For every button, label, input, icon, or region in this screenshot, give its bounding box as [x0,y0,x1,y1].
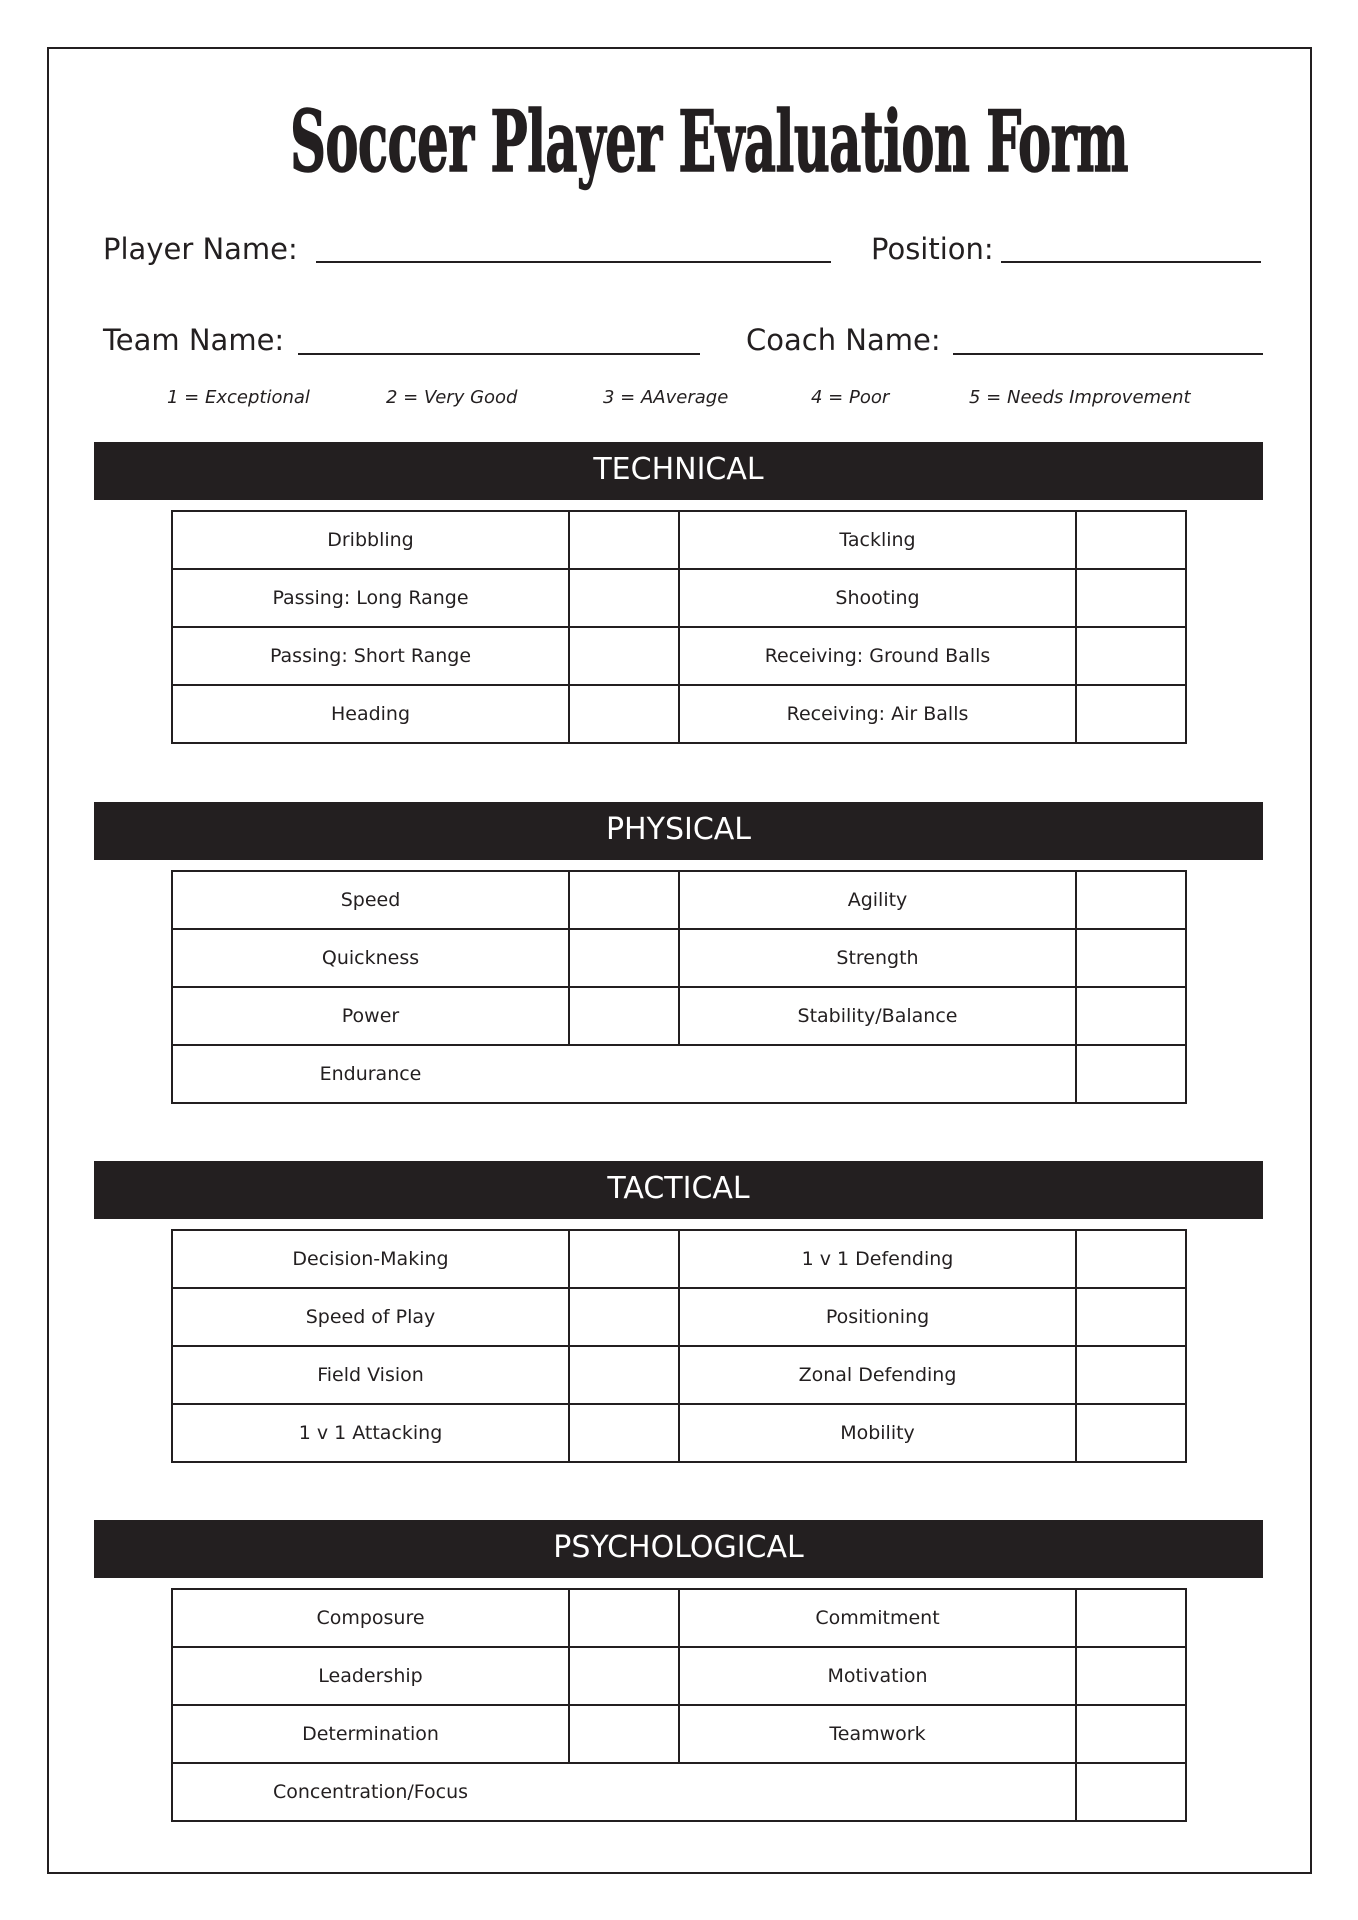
rating-box-agility[interactable] [1076,871,1186,929]
skill-label-agility: Agility [679,871,1076,929]
player-name-field[interactable] [316,227,831,263]
rating-box-determination[interactable] [569,1705,679,1763]
skill-label-1v1-attacking: 1 v 1 Attacking [172,1404,569,1462]
coach-name-label: Coach Name: [746,323,941,357]
skill-label-commitment: Commitment [679,1589,1076,1647]
skill-label-dribbling: Dribbling [172,511,569,569]
rating-box-positioning[interactable] [1076,1288,1186,1346]
skill-label-strength: Strength [679,929,1076,987]
rating-scale-item-2: 2 = Very Good [386,387,518,408]
skill-label-receiving-air-balls: Receiving: Air Balls [679,685,1076,743]
skill-label-passing-short-range: Passing: Short Range [172,627,569,685]
skill-label-mobility: Mobility [679,1404,1076,1462]
tactical-rating-table [171,1229,1187,1463]
title-area [0,92,1358,191]
rating-box-concentration-focus[interactable] [1076,1763,1186,1821]
rating-box-field-vision[interactable] [569,1346,679,1404]
skill-label-heading: Heading [172,685,569,743]
rating-scale-item-4: 4 = Poor [811,387,890,408]
section-header-physical: PHYSICAL [94,802,1263,860]
rating-box-decision-making[interactable] [569,1230,679,1288]
position-field[interactable] [1001,227,1261,263]
rating-box-commitment[interactable] [1076,1589,1186,1647]
rating-box-motivation[interactable] [1076,1647,1186,1705]
rating-box-mobility[interactable] [1076,1404,1186,1462]
section-tactical [94,1161,1263,1463]
rating-box-strength[interactable] [1076,929,1186,987]
rating-box-heading[interactable] [569,685,679,743]
rating-box-composure[interactable] [569,1589,679,1647]
skill-cell-concentration-focus [172,1763,1076,1821]
skill-label-concentration-focus: Concentration/Focus [272,1781,469,1803]
skill-label-shooting: Shooting [679,569,1076,627]
rating-box-stability-balance[interactable] [1076,987,1186,1045]
team-name-label: Team Name: [103,323,285,357]
skill-label-field-vision: Field Vision [172,1346,569,1404]
table-row [172,1589,1186,1647]
rating-box-zonal-defending[interactable] [1076,1346,1186,1404]
skill-label-decision-making: Decision-Making [172,1230,569,1288]
table-row [172,685,1186,743]
section-header-psychological: PSYCHOLOGICAL [94,1520,1263,1578]
section-technical [94,442,1263,744]
rating-scale-item-3: 3 = AAverage [603,387,729,408]
table-row [172,1045,1186,1103]
skill-label-composure: Composure [172,1589,569,1647]
table-row [172,1763,1186,1821]
section-header-tactical: TACTICAL [94,1161,1263,1219]
section-psychological [94,1520,1263,1822]
rating-box-endurance[interactable] [1076,1045,1186,1103]
skill-label-passing-long-range: Passing: Long Range [172,569,569,627]
psychological-rating-table [171,1588,1187,1822]
rating-scale-item-1: 1 = Exceptional [167,387,310,408]
skill-label-receiving-ground-balls: Receiving: Ground Balls [679,627,1076,685]
rating-box-tackling[interactable] [1076,511,1186,569]
table-row [172,627,1186,685]
rating-box-receiving-air-balls[interactable] [1076,685,1186,743]
skill-label-power: Power [172,987,569,1045]
rating-box-power[interactable] [569,987,679,1045]
skill-label-determination: Determination [172,1705,569,1763]
form-title: Soccer Player Evaluation Form [290,92,1129,191]
section-header-technical: TECHNICAL [94,442,1263,500]
physical-rating-table [171,870,1187,1104]
table-row [172,1230,1186,1288]
table-row [172,569,1186,627]
skill-label-positioning: Positioning [679,1288,1076,1346]
table-row [172,1705,1186,1763]
skill-label-endurance: Endurance [319,1063,422,1085]
skill-label-quickness: Quickness [172,929,569,987]
skill-label-leadership: Leadership [172,1647,569,1705]
table-row [172,1647,1186,1705]
rating-box-1v1-defending[interactable] [1076,1230,1186,1288]
rating-box-passing-short-range[interactable] [569,627,679,685]
skill-label-tackling: Tackling [679,511,1076,569]
table-row [172,929,1186,987]
rating-box-1v1-attacking[interactable] [569,1404,679,1462]
skill-cell-endurance [172,1045,1076,1103]
skill-label-1v1-defending: 1 v 1 Defending [679,1230,1076,1288]
rating-box-passing-long-range[interactable] [569,569,679,627]
skill-label-zonal-defending: Zonal Defending [679,1346,1076,1404]
skill-label-teamwork: Teamwork [679,1705,1076,1763]
technical-rating-table [171,510,1187,744]
rating-box-dribbling[interactable] [569,511,679,569]
skill-label-stability-balance: Stability/Balance [679,987,1076,1045]
skill-label-speed-of-play: Speed of Play [172,1288,569,1346]
table-row [172,871,1186,929]
table-row [172,1346,1186,1404]
rating-scale-item-5: 5 = Needs Improvement [969,387,1191,408]
table-row [172,1404,1186,1462]
player-name-label: Player Name: [103,232,298,266]
table-row [172,987,1186,1045]
rating-box-speed[interactable] [569,871,679,929]
position-label: Position: [871,232,994,266]
rating-box-shooting[interactable] [1076,569,1186,627]
rating-box-speed-of-play[interactable] [569,1288,679,1346]
rating-box-leadership[interactable] [569,1647,679,1705]
rating-box-receiving-ground-balls[interactable] [1076,627,1186,685]
rating-box-teamwork[interactable] [1076,1705,1186,1763]
coach-name-field[interactable] [953,319,1263,355]
skill-label-motivation: Motivation [679,1647,1076,1705]
skill-label-speed: Speed [172,871,569,929]
rating-box-quickness[interactable] [569,929,679,987]
section-physical [94,802,1263,1104]
team-name-field[interactable] [298,319,700,355]
table-row [172,511,1186,569]
table-row [172,1288,1186,1346]
